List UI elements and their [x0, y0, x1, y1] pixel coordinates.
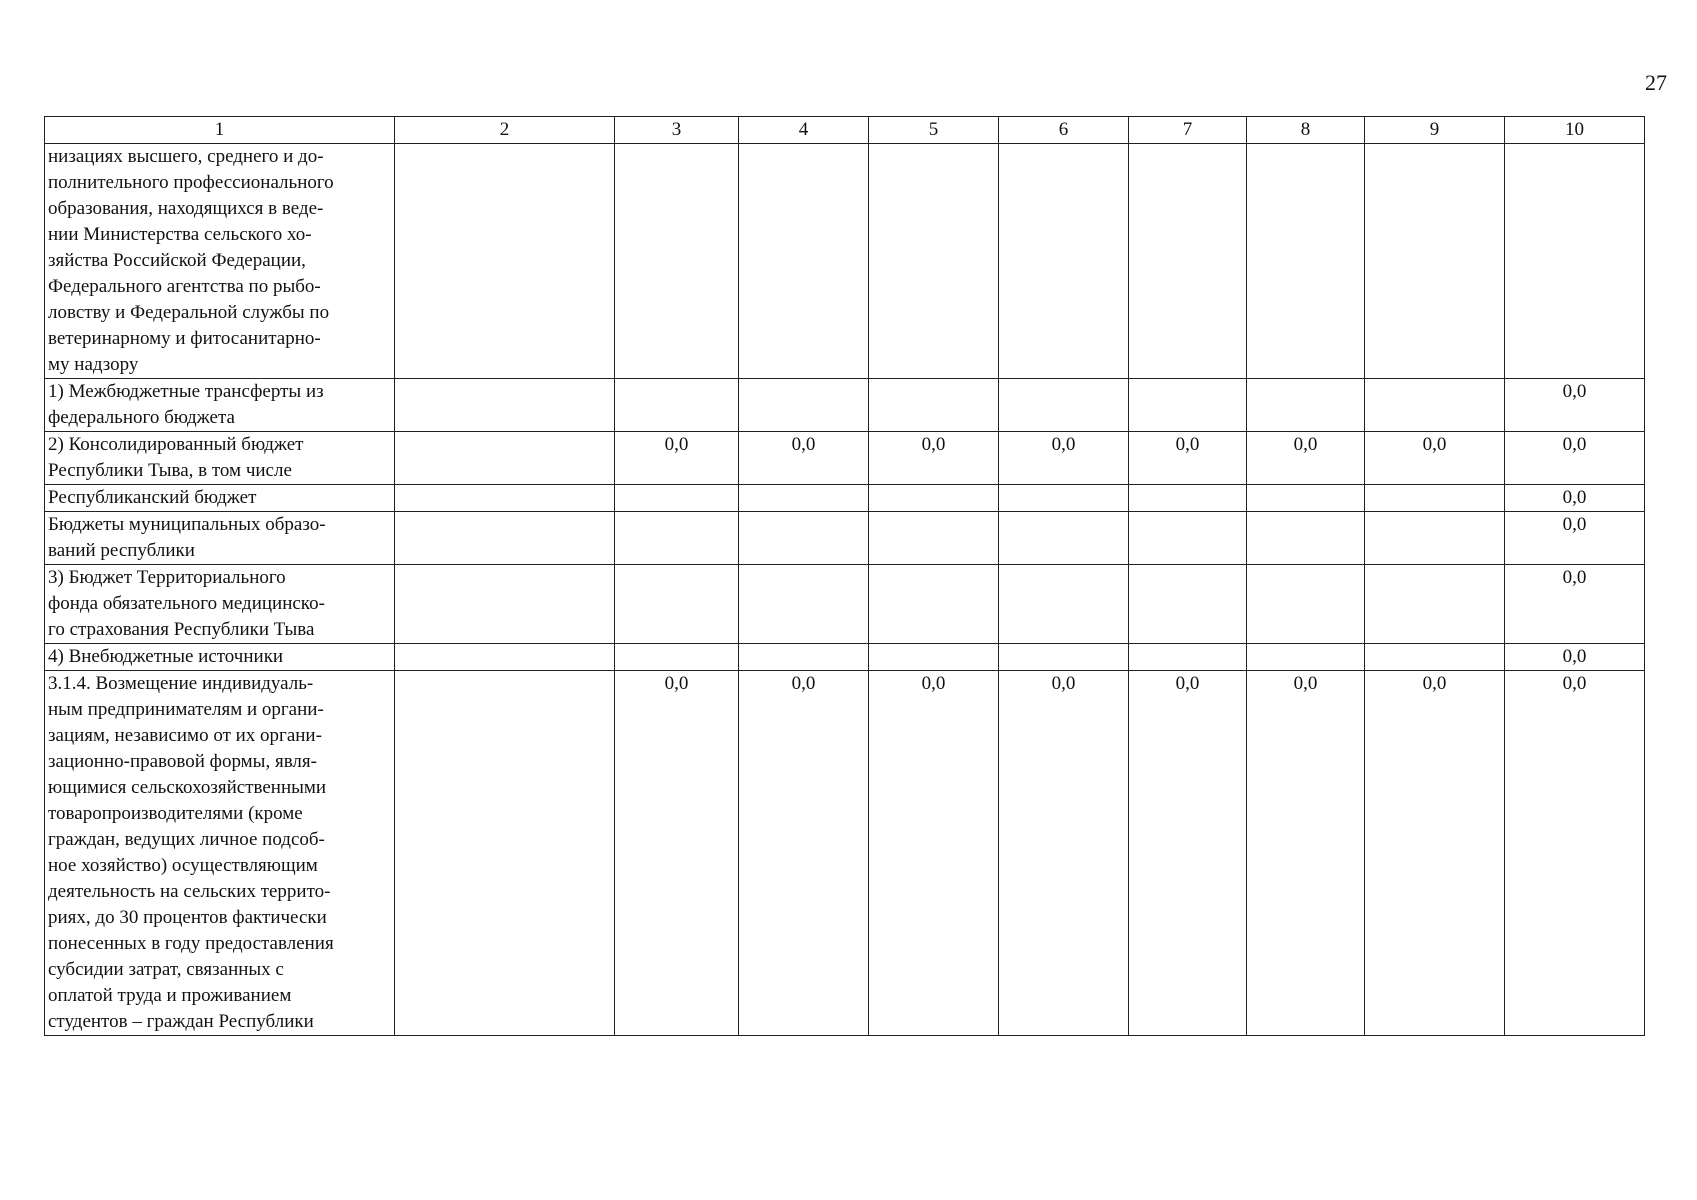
- table-cell: [869, 512, 999, 565]
- table-cell: [395, 512, 615, 565]
- column-header: 4: [739, 117, 869, 144]
- column-header: 9: [1365, 117, 1505, 144]
- table-cell: [1505, 144, 1645, 379]
- table-cell: [869, 485, 999, 512]
- budget-table: [44, 116, 1645, 1036]
- row-label: 4) Внебюджетные источники: [45, 644, 395, 671]
- table-cell: 0,0: [1129, 432, 1247, 485]
- page-number: 27: [1645, 70, 1667, 95]
- table-cell: 0,0: [1247, 432, 1365, 485]
- column-header: 2: [395, 117, 615, 144]
- table-cell: 0,0: [1129, 671, 1247, 1036]
- row-label: Республиканский бюджет: [45, 485, 395, 512]
- table-cell: [395, 379, 615, 432]
- table-cell: 0,0: [999, 432, 1129, 485]
- table-cell: [1247, 644, 1365, 671]
- table-cell: 0,0: [615, 671, 739, 1036]
- table-cell: [1129, 144, 1247, 379]
- column-header: 8: [1247, 117, 1365, 144]
- table-row: [45, 144, 1645, 379]
- table-cell: [739, 144, 869, 379]
- table-cell: [869, 565, 999, 644]
- table-cell: [1247, 512, 1365, 565]
- table-cell: [1365, 565, 1505, 644]
- table-cell: [1365, 144, 1505, 379]
- table-row: [45, 671, 1645, 1036]
- table-cell: [1365, 644, 1505, 671]
- table-cell: 0,0: [869, 432, 999, 485]
- table-cell: [869, 379, 999, 432]
- table-row: [45, 644, 1645, 671]
- table-cell: [395, 144, 615, 379]
- table-cell: [1129, 379, 1247, 432]
- table-cell: [615, 379, 739, 432]
- table-cell: [739, 512, 869, 565]
- table-cell: [869, 644, 999, 671]
- column-header: 10: [1505, 117, 1645, 144]
- column-header: 7: [1129, 117, 1247, 144]
- table-cell: [1129, 644, 1247, 671]
- table-cell: 0,0: [1505, 671, 1645, 1036]
- table-cell: [999, 512, 1129, 565]
- table-cell: 0,0: [1505, 379, 1645, 432]
- table-cell: 0,0: [1365, 671, 1505, 1036]
- table-cell: 0,0: [1505, 432, 1645, 485]
- table-cell: [1247, 565, 1365, 644]
- table-header-row: [45, 117, 1645, 144]
- table-cell: 0,0: [1505, 565, 1645, 644]
- column-header: 5: [869, 117, 999, 144]
- table-row: [45, 512, 1645, 565]
- table-cell: [739, 485, 869, 512]
- row-label: 1) Межбюджетные трансферты из федерального бюджета: [45, 379, 395, 432]
- table-cell: [615, 644, 739, 671]
- row-label: 2) Консолидированный бюджет Республики Тыва, в том числе: [45, 432, 395, 485]
- table-cell: 0,0: [1505, 485, 1645, 512]
- table-cell: [615, 565, 739, 644]
- table-cell: [1365, 379, 1505, 432]
- table-cell: [395, 644, 615, 671]
- table-cell: [1129, 565, 1247, 644]
- table-row: [45, 485, 1645, 512]
- table-cell: [999, 565, 1129, 644]
- table-cell: 0,0: [615, 432, 739, 485]
- table-cell: [999, 144, 1129, 379]
- table-cell: [1365, 512, 1505, 565]
- table-cell: 0,0: [869, 671, 999, 1036]
- row-label: низациях высшего, среднего и до- полнительного профессионального образования, находящихся в веде- нии Министерства сельского хо- зяйства Российской Федерации, Федерального агентства по рыбо- ловству и Федеральной службы по ветеринарному и фитосанитарно- му надзору: [45, 144, 395, 379]
- table-cell: [395, 432, 615, 485]
- table-cell: [1247, 485, 1365, 512]
- table-cell: 0,0: [1505, 644, 1645, 671]
- table-cell: [999, 485, 1129, 512]
- table-cell: 0,0: [1365, 432, 1505, 485]
- table-cell: [999, 379, 1129, 432]
- table-cell: [999, 644, 1129, 671]
- row-label: 3.1.4. Возмещение индивидуаль- ным предпринимателям и органи- зациям, независимо от их органи- зационно-правовой формы, явля- ющимися сельскохозяйственными товаропроизводителями (кроме граждан, ведущих личное подсоб- ное хозяйство) осуществляющим деятельность на сельских террито- риях, до 30 процентов фактически понесенных в году предоставления субсидии затрат, связанных с оплатой труда и проживанием студентов – граждан Республики: [45, 671, 395, 1036]
- table-cell: [739, 379, 869, 432]
- table-row: [45, 565, 1645, 644]
- table-cell: [395, 565, 615, 644]
- table-cell: 0,0: [739, 432, 869, 485]
- table-cell: [395, 485, 615, 512]
- table-cell: 0,0: [1505, 512, 1645, 565]
- table-cell: [739, 644, 869, 671]
- table-cell: [739, 565, 869, 644]
- column-header: 6: [999, 117, 1129, 144]
- table-cell: [869, 144, 999, 379]
- table-row: [45, 379, 1645, 432]
- table-cell: 0,0: [739, 671, 869, 1036]
- table-cell: [1129, 512, 1247, 565]
- table-cell: 0,0: [999, 671, 1129, 1036]
- table-row: [45, 432, 1645, 485]
- table-cell: [1129, 485, 1247, 512]
- column-header: 1: [45, 117, 395, 144]
- table-cell: [615, 512, 739, 565]
- table-cell: [1365, 485, 1505, 512]
- table-cell: [1247, 379, 1365, 432]
- table-cell: [615, 144, 739, 379]
- table-cell: [395, 671, 615, 1036]
- row-label: 3) Бюджет Территориального фонда обязательного медицинско- го страхования Республики Тыва: [45, 565, 395, 644]
- table-cell: 0,0: [1247, 671, 1365, 1036]
- table-cell: [1247, 144, 1365, 379]
- column-header: 3: [615, 117, 739, 144]
- row-label: Бюджеты муниципальных образо- ваний республики: [45, 512, 395, 565]
- table-cell: [615, 485, 739, 512]
